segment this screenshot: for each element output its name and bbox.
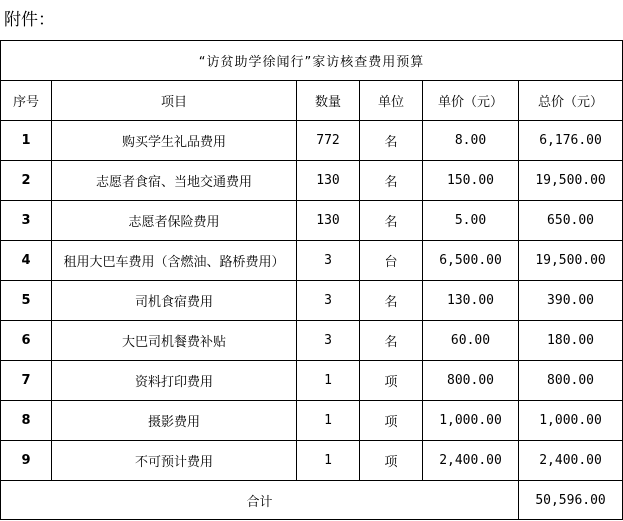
table-body [1,121,623,481]
cell-seq: 1 [1,121,52,161]
cell-unit-price: 1,000.00 [423,401,519,441]
cell-qty: 3 [297,241,360,281]
header-total-price: 总价（元） [519,81,623,121]
table-title-row [1,41,623,81]
cell-unit: 项 [360,401,423,441]
cell-unit-price: 150.00 [423,161,519,201]
cell-item: 司机食宿费用 [52,281,297,321]
cell-unit: 项 [360,361,423,401]
table-row [1,161,623,201]
cell-unit: 台 [360,241,423,281]
cell-item: 购买学生礼品费用 [52,121,297,161]
cell-item: 摄影费用 [52,401,297,441]
cell-total-price: 2,400.00 [519,441,623,481]
table-row [1,441,623,481]
cell-qty: 130 [297,201,360,241]
table-row [1,201,623,241]
table-row [1,241,623,281]
cell-unit-price: 5.00 [423,201,519,241]
table-row [1,281,623,321]
cell-unit-price: 130.00 [423,281,519,321]
cell-item: 大巴司机餐费补贴 [52,321,297,361]
attachment-label: 附件： [4,10,55,30]
cell-item: 资料打印费用 [52,361,297,401]
cell-qty: 772 [297,121,360,161]
cell-qty: 3 [297,281,360,321]
cell-unit-price: 2,400.00 [423,441,519,481]
cell-item: 志愿者保险费用 [52,201,297,241]
cell-total-price: 6,176.00 [519,121,623,161]
cell-unit-price: 800.00 [423,361,519,401]
cell-unit: 项 [360,441,423,481]
table-title: “访贫助学徐闻行”家访核查费用预算 [1,41,623,81]
budget-table [0,40,623,520]
cell-qty: 3 [297,321,360,361]
cell-item: 志愿者食宿、当地交通费用 [52,161,297,201]
cell-qty: 130 [297,161,360,201]
cell-qty: 1 [297,401,360,441]
header-unit-price: 单价（元） [423,81,519,121]
cell-seq: 2 [1,161,52,201]
cell-unit-price: 60.00 [423,321,519,361]
table-row [1,321,623,361]
cell-seq: 4 [1,241,52,281]
cell-total-price: 800.00 [519,361,623,401]
cell-unit: 名 [360,281,423,321]
cell-total-price: 180.00 [519,321,623,361]
cell-seq: 5 [1,281,52,321]
cell-total-price: 19,500.00 [519,161,623,201]
header-item: 项目 [52,81,297,121]
table-row [1,401,623,441]
cell-unit: 名 [360,161,423,201]
cell-unit: 名 [360,121,423,161]
table-row [1,361,623,401]
header-row [1,81,623,121]
cell-unit: 名 [360,321,423,361]
cell-unit: 名 [360,201,423,241]
cell-total-price: 19,500.00 [519,241,623,281]
cell-unit-price: 8.00 [423,121,519,161]
cell-item: 租用大巴车费用（含燃油、路桥费用） [52,241,297,281]
cell-qty: 1 [297,441,360,481]
total-row [1,481,623,520]
table-row [1,121,623,161]
cell-total-price: 650.00 [519,201,623,241]
cell-seq: 6 [1,321,52,361]
header-unit: 单位 [360,81,423,121]
cell-total-price: 390.00 [519,281,623,321]
cell-seq: 3 [1,201,52,241]
header-seq: 序号 [1,81,52,121]
cell-seq: 8 [1,401,52,441]
header-qty: 数量 [297,81,360,121]
cell-qty: 1 [297,361,360,401]
total-value: 50,596.00 [519,481,623,520]
cell-seq: 7 [1,361,52,401]
cell-unit-price: 6,500.00 [423,241,519,281]
cell-total-price: 1,000.00 [519,401,623,441]
cell-seq: 9 [1,441,52,481]
total-label: 合计 [1,481,519,520]
cell-item: 不可预计费用 [52,441,297,481]
